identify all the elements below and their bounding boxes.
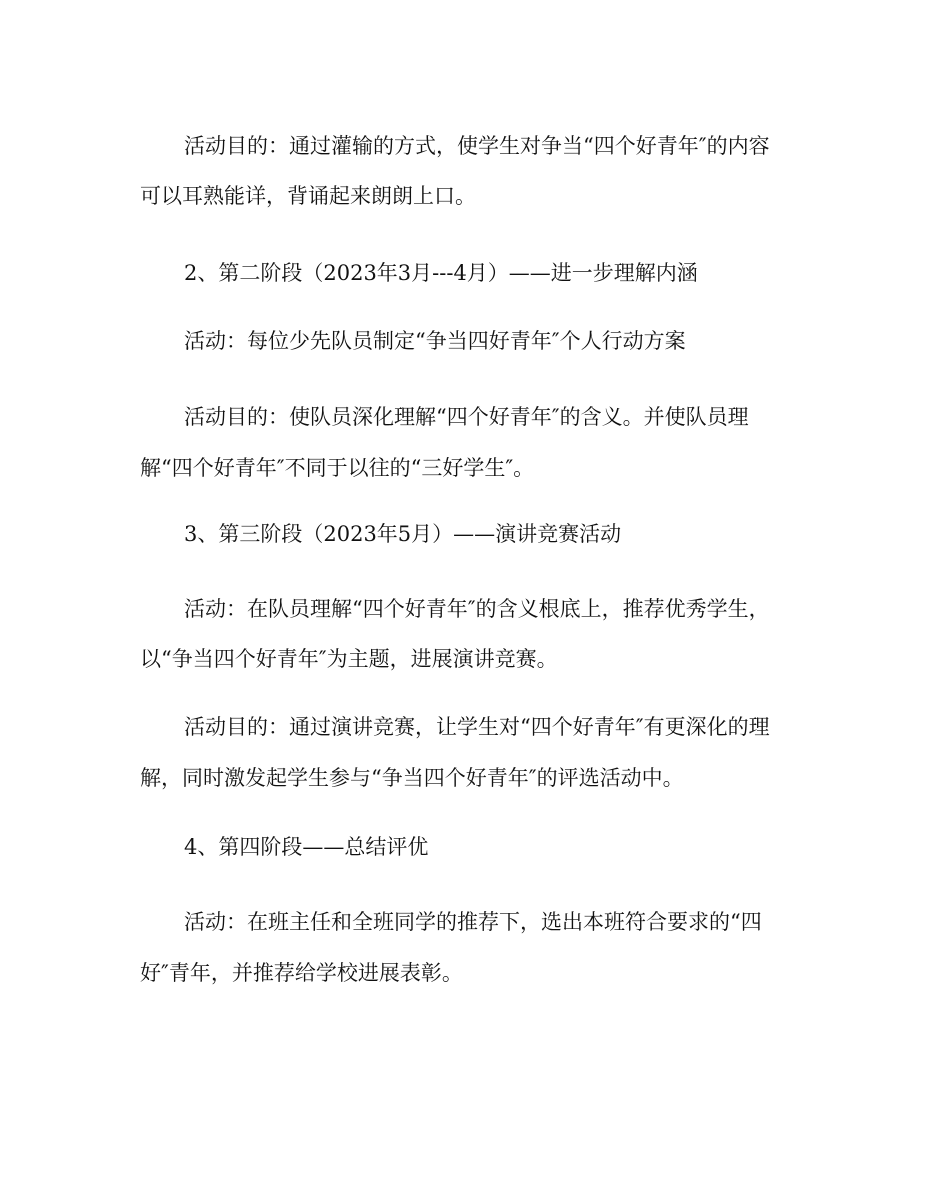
- stage-4-heading: 4、第四阶段——总结评优: [184, 835, 429, 859]
- stage-3-heading: 3、第三阶段（2023年5月）——演讲竞赛活动: [184, 522, 622, 546]
- paragraph-activity-3-line-2: 以“争当四个好青年″为主题，进展演讲竞赛。: [140, 647, 558, 671]
- paragraph-activity-2: 活动：每位少先队员制定“争当四好青年″个人行动方案: [184, 329, 686, 353]
- paragraph-purpose-1-line-1: 活动目的：通过灌输的方式，使学生对争当“四个好青年″的内容: [184, 134, 770, 158]
- paragraph-purpose-3-line-2: 解，同时激发起学生参与“争当四个好青年″的评选活动中。: [140, 766, 684, 790]
- stage-2-heading: 2、第二阶段（2023年3月---4月）——进一步理解内涵: [184, 261, 698, 285]
- paragraph-purpose-3-line-1: 活动目的：通过演讲竞赛，让学生对“四个好青年″有更深化的理: [184, 715, 770, 739]
- paragraph-activity-3-line-1: 活动：在队员理解“四个好青年″的含义根底上，推荐优秀学生，: [184, 597, 770, 621]
- paragraph-purpose-2-line-2: 解“四个好青年″不同于以往的“三好学生″。: [140, 456, 535, 480]
- paragraph-purpose-2-line-1: 活动目的：使队员深化理解“四个好青年″的含义。并使队员理: [184, 405, 749, 429]
- paragraph-activity-4-line-1: 活动：在班主任和全班同学的推荐下，选出本班符合要求的“四: [184, 910, 762, 934]
- paragraph-activity-4-line-2: 好″青年，并推荐给学校进展表彰。: [140, 961, 463, 985]
- paragraph-purpose-1-line-2: 可以耳熟能详，背诵起来朗朗上口。: [140, 184, 476, 208]
